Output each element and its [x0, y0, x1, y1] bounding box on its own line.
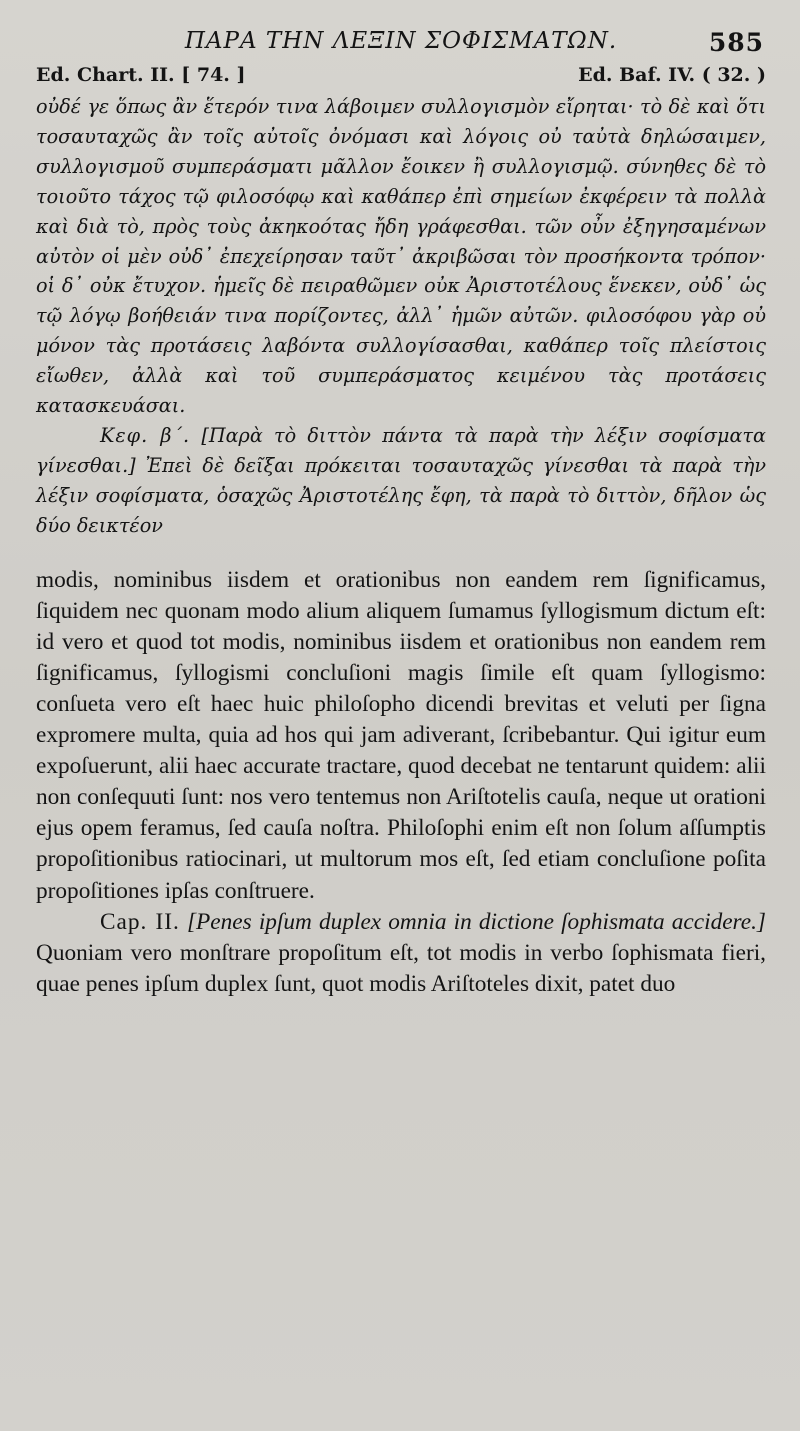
edition-basel-reference: Ed. Baf. IV. ( 32. ) [578, 64, 766, 86]
greek-chapter-text: Ἐπεὶ δὲ δεῖξαι πρόκειται τοσαυταχῶς γίνεσθαι τὰ παρὰ τὴν λέξιν σοφίσματα, ὁσαχῶς Ἀριστοτέλης ἔφη, τὰ παρὰ τὸ διττὸν, δῆλον ὡς δύο δεικτέον [36, 453, 766, 537]
edition-chartier-reference: Ed. Chart. II. [ 74. ] [36, 64, 246, 86]
greek-paragraph: οὐδέ γε ὅπως ἂν ἕτερόν τινα λάβοιμεν συλλογισμὸν εἴρηται· τὸ δὲ καὶ ὅτι τοσαυταχῶς ἂν τοῖς αὐτοῖς ὀνόμασι καὶ λόγοις οὐ ταὐτὰ δηλώσαιμεν, συλλογισμοῦ συμπεράσματι μᾶλλον ἔοικεν ἢ συλλογισμῷ. σύνηθες δὲ τὸ τοιοῦτο τάχος τῷ φιλοσόφῳ καὶ καθάπερ ἐπὶ σημείων ἐκφέρειν τὰ πολλὰ καὶ διὰ τὸ, πρὸς τοὺς ἀκηκοότας ἤδη γράφεσθαι. τῶν οὖν ἐξηγησαμένων αὐτὸν οἱ μὲν οὐδ᾽ ἐπεχείρησαν ταῦτ᾽ ἀκριβῶσαι τὸν προσήκοντα τρόπον· οἱ δ᾽ οὐκ ἔτυχον. ἡμεῖς δὲ πειραθῶμεν οὐκ Ἀριστοτέλους ἕνεκεν, οὐδ᾽ ὡς τῷ λόγῳ βοήθειάν τινα πορίζοντες, ἀλλ᾽ ἡμῶν αὐτῶν. φιλοσόφου γὰρ οὐ μόνον τὰς προτάσεις λαβόντα συλλογίσασθαι, καθάπερ τοῖς πλείστοις εἴωθεν, ἀλλὰ καὶ τοῦ συμπεράσματος κειμένου τὰς προτάσεις κατασκευάσαι. [36, 95, 766, 418]
latin-chapter-rubric: [Penes ipſum duplex omnia in dictione ſophismata accidere.] [186, 908, 766, 935]
latin-chapter-label: Cap. II. [100, 908, 180, 935]
latin-chapter-text: Quoniam vero monſtrare propoſitum eſt, tot modis in verbo ſophismata fieri, quae penes ipſum duplex ſunt, quot modis Ariſtoteles dixit, patet duo [36, 939, 766, 997]
latin-chapter-paragraph [36, 907, 766, 1000]
running-head [36, 28, 766, 62]
running-title: ΠΑΡΑ ΤΗΝ ΛΕΞΙΝ ΣΟΦΙΣΜΑΤΩΝ. [184, 28, 618, 54]
greek-chapter-paragraph [36, 421, 766, 541]
greek-chapter-label: Κεφ. β΄. [100, 423, 191, 447]
latin-translation-column [36, 565, 766, 1000]
edition-reference-line [36, 64, 766, 90]
greek-text-column [36, 92, 766, 541]
greek-chapter-rubric: [Παρὰ τὸ διττὸν πάντα τὰ παρὰ τὴν λέξιν σοφίσματα γίνεσθαι.] [36, 423, 766, 477]
page-number: 585 [708, 28, 764, 57]
latin-paragraph: modis, nominibus iisdem et orationibus non eandem rem ſignificamus, ſiquidem nec quonam modo alium aliquem ſumamus ſyllogismum dictum eſt: id vero et quod tot modis, nominibus iisdem et orationibus non eandem rem ſignificamus, ſyllogismi concluſioni magis ſimile eſt quam ſyllogismo: conſueta vero eſt haec huic philoſopho dicendi brevitas et veluti per ſigna expromere multa, quia ad hos qui jam adiverant, ſcribebantur. Qui igitur eum expoſuerunt, alii haec accurate tractare, quod decebat ne tentarunt quidem: alii non conſequuti ſunt: nos vero tentemus non Ariſtotelis cauſa, neque ut orationi ejus opem feramus, ſed cauſa noſtra. Philoſophi enim eſt non ſolum aſſumptis propoſitionibus ratiocinari, ut multorum mos eſt, ſed etiam concluſione poſita propoſitiones ipſas conſtruere. [36, 566, 766, 904]
